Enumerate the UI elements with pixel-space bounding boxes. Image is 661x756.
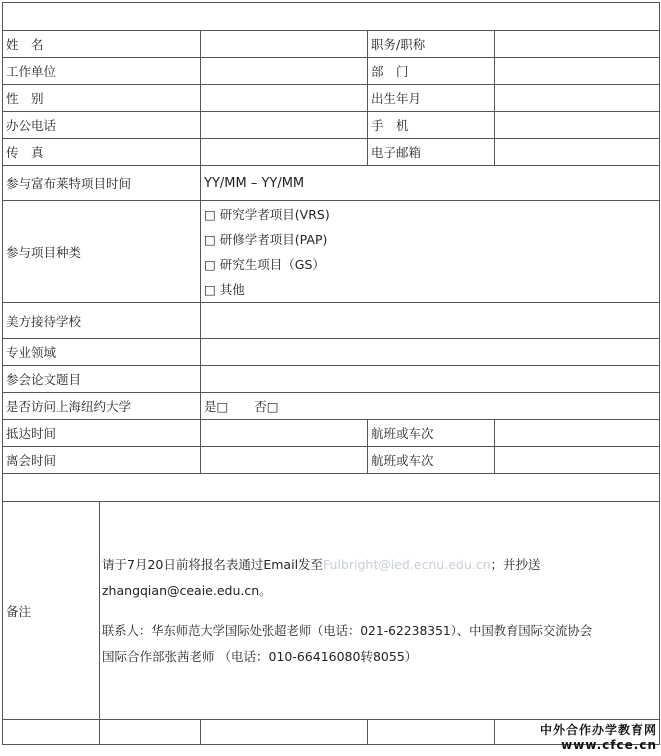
row-arrival (3, 420, 660, 447)
header-blank-row (3, 3, 660, 31)
row-project-type (3, 201, 660, 303)
checkbox-other[interactable]: □ 其他 (204, 281, 245, 297)
notes-email-link[interactable]: Fulbright@ied.ecnu.edu.cn (323, 556, 491, 572)
blank-cell (3, 3, 660, 31)
checkbox-gs[interactable]: □ 研究生项目（GS） (204, 256, 325, 272)
notes-line-1-suffix: ；并抄送 (490, 556, 541, 572)
footer-cell-3 (201, 720, 368, 745)
input-work-unit[interactable] (201, 58, 368, 85)
input-title[interactable] (495, 31, 660, 58)
site-watermark (540, 721, 657, 752)
label-notes: 备注 (3, 502, 100, 720)
notes-line-2: zhangqian@ceaie.edu.cn。 (102, 582, 272, 598)
label-work-unit: 工作单位 (3, 58, 201, 85)
input-paper[interactable] (201, 366, 660, 393)
separator-blank-row (3, 474, 660, 502)
row-notes (3, 502, 660, 720)
input-host-school[interactable] (201, 303, 660, 339)
footer-cell-1 (3, 720, 100, 745)
label-project-type: 参与项目种类 (3, 201, 201, 303)
label-name: 姓 名 (3, 31, 201, 58)
label-nyu-visit: 是否访问上海纽约大学 (3, 393, 201, 420)
footer-cell-4 (368, 720, 495, 745)
notes-content (100, 502, 660, 720)
label-project-time: 参与富布莱特项目时间 (3, 166, 201, 201)
input-field[interactable] (201, 339, 660, 366)
input-departure-flight[interactable] (495, 447, 660, 474)
footer-cell-2 (100, 720, 201, 745)
label-host-school: 美方接待学校 (3, 303, 201, 339)
input-fax[interactable] (201, 139, 368, 166)
row-nyu-visit (3, 393, 660, 420)
label-departure-flight: 航班或车次 (368, 447, 495, 474)
row-gender (3, 85, 660, 112)
row-project-time (3, 166, 660, 201)
input-departure[interactable] (201, 447, 368, 474)
row-name (3, 31, 660, 58)
row-work-unit (3, 58, 660, 85)
label-email: 电子邮箱 (368, 139, 495, 166)
input-name[interactable] (201, 31, 368, 58)
row-fax (3, 139, 660, 166)
checkbox-vrs[interactable]: □ 研究学者项目(VRS) (204, 206, 330, 222)
label-department: 部 门 (368, 58, 495, 85)
checkbox-pap[interactable]: □ 研修学者项目(PAP) (204, 231, 328, 247)
row-office-phone (3, 112, 660, 139)
label-birth: 出生年月 (368, 85, 495, 112)
notes-contact-2: 国际合作部张茜老师 （电话：010-66416080转8055） (102, 648, 418, 664)
label-field: 专业领域 (3, 339, 201, 366)
row-host-school (3, 303, 660, 339)
input-mobile[interactable] (495, 112, 660, 139)
label-arrival: 抵达时间 (3, 420, 201, 447)
row-departure (3, 447, 660, 474)
input-arrival[interactable] (201, 420, 368, 447)
registration-form-table (2, 2, 660, 745)
input-gender[interactable] (201, 85, 368, 112)
label-title: 职务/职称 (368, 31, 495, 58)
label-fax: 传 真 (3, 139, 201, 166)
notes-contact-1: 联系人：华东师范大学国际处张超老师（电话：021-62238351）、中国教育国际交流协会 (102, 623, 593, 638)
notes-line-1 (102, 552, 656, 578)
checkbox-yes[interactable]: 是□ (204, 399, 229, 414)
label-office-phone: 办公电话 (3, 112, 201, 139)
label-arrival-flight: 航班或车次 (368, 420, 495, 447)
watermark-line-2: www.cfce.cn (561, 738, 657, 752)
label-gender: 性 别 (3, 85, 201, 112)
label-mobile: 手 机 (368, 112, 495, 139)
nyu-visit-options (201, 393, 660, 420)
input-office-phone[interactable] (201, 112, 368, 139)
blank-cell (3, 474, 660, 502)
label-paper: 参会论文题目 (3, 366, 201, 393)
input-arrival-flight[interactable] (495, 420, 660, 447)
watermark-line-1: 中外合作办学教育网 (539, 723, 657, 737)
row-field (3, 339, 660, 366)
checkbox-no[interactable]: 否□ (254, 399, 279, 414)
row-paper (3, 366, 660, 393)
input-department[interactable] (495, 58, 660, 85)
project-type-options (201, 201, 660, 303)
label-departure: 离会时间 (3, 447, 201, 474)
input-birth[interactable] (495, 85, 660, 112)
notes-line-1-prefix: 请于7月20日前将报名表通过Email发至 (102, 556, 324, 572)
input-email[interactable] (495, 139, 660, 166)
input-project-time[interactable]: YY/MM – YY/MM (201, 166, 660, 201)
